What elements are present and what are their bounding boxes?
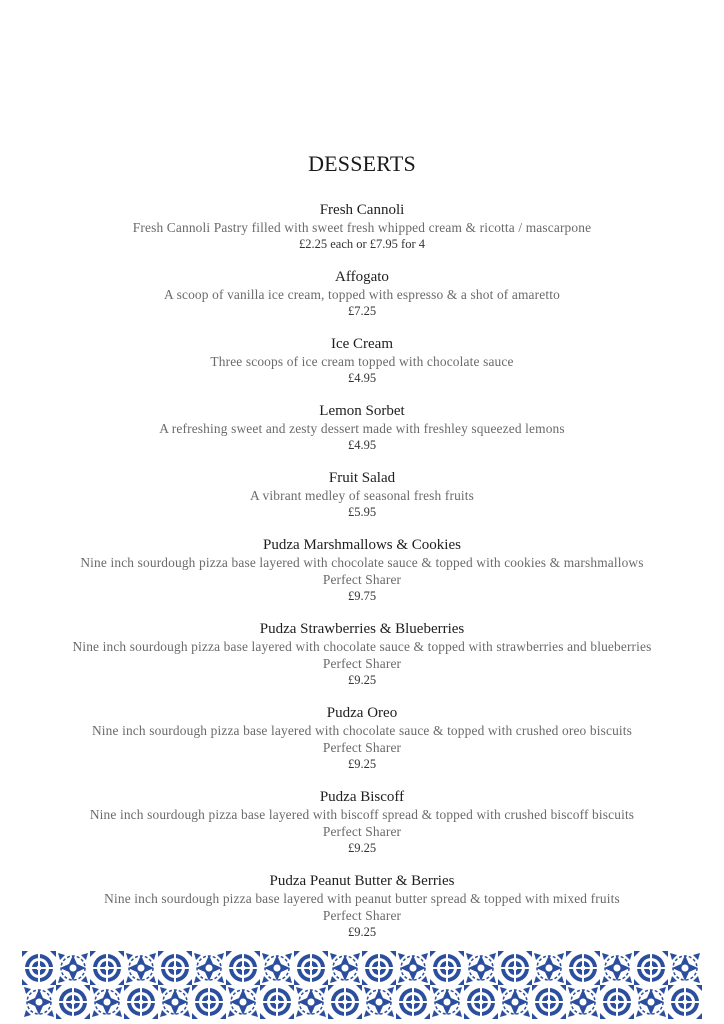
decorative-tile <box>295 986 328 1019</box>
item-description: A scoop of vanilla ice cream, topped with espresso & a shot of amaretto <box>164 287 560 302</box>
decorative-tile <box>499 986 532 1019</box>
decorative-tile <box>362 951 396 985</box>
item-note: Perfect Sharer <box>322 740 402 755</box>
item-price: £9.25 <box>347 673 377 687</box>
decorative-tile <box>91 986 124 1019</box>
item-name: Pudza Strawberries & Blueberries <box>259 621 465 637</box>
decorative-tile <box>533 952 566 985</box>
page-title: DESSERTS <box>308 151 416 176</box>
decorative-tile <box>159 986 192 1019</box>
decorative-tile <box>23 986 56 1019</box>
decorative-tile <box>532 985 566 1019</box>
decorative-tile <box>634 951 668 985</box>
item-description: Nine inch sourdough pizza base layered with chocolate sauce & topped with cookies & marshmallows <box>80 555 644 570</box>
decorative-tile <box>601 952 634 985</box>
item-description: A refreshing sweet and zesty dessert made with freshley squeezed lemons <box>159 421 565 436</box>
item-note: Perfect Sharer <box>322 572 402 587</box>
decorative-tile <box>193 952 226 985</box>
decorative-tile <box>397 952 430 985</box>
item-name: Fresh Cannoli <box>319 202 405 218</box>
item-note: Perfect Sharer <box>322 656 402 671</box>
item-name: Affogato <box>335 269 389 285</box>
decorative-tile <box>396 985 430 1019</box>
decorative-tile <box>294 951 328 985</box>
item-price: £9.75 <box>347 589 377 603</box>
item-note: Perfect Sharer <box>322 908 402 923</box>
decorative-tile <box>227 986 260 1019</box>
item-name: Fruit Salad <box>328 470 396 486</box>
decorative-tile <box>363 986 396 1019</box>
decorative-tile <box>635 986 668 1019</box>
decorative-tile <box>668 985 702 1019</box>
menu-item <box>0 403 724 454</box>
decorative-tile <box>192 985 226 1019</box>
menu-item <box>0 789 724 857</box>
decorative-tile <box>125 952 158 985</box>
decorative-tile <box>158 951 192 985</box>
item-note: Perfect Sharer <box>322 824 402 839</box>
item-price: £5.95 <box>347 505 377 519</box>
item-name: Pudza Marshmallows & Cookies <box>263 537 461 553</box>
item-description: Fresh Cannoli Pastry filled with sweet fresh whipped cream & ricotta / mascarpone <box>132 220 592 235</box>
item-description: Nine inch sourdough pizza base layered with chocolate sauce & topped with crushed oreo biscuits <box>91 723 633 738</box>
item-name: Pudza Oreo <box>326 705 398 721</box>
item-name: Ice Cream <box>330 336 394 352</box>
decorative-tile <box>56 985 90 1019</box>
decorative-tile <box>328 985 362 1019</box>
menu-item <box>0 705 724 773</box>
item-price: £9.25 <box>347 757 377 771</box>
decorative-tile <box>226 951 260 985</box>
decorative-tile <box>90 951 124 985</box>
decorative-tile <box>600 985 634 1019</box>
decorative-tile <box>669 952 702 985</box>
decorative-tile <box>567 986 600 1019</box>
menu-item <box>0 873 724 941</box>
decorative-tile-border <box>22 951 702 1019</box>
menu-item <box>0 202 724 253</box>
menu-item <box>0 537 724 605</box>
decorative-tile <box>124 985 158 1019</box>
decorative-tile <box>261 952 294 985</box>
decorative-tile <box>464 985 498 1019</box>
menu-item <box>0 621 724 689</box>
menu-item <box>0 336 724 387</box>
decorative-tile <box>22 951 56 985</box>
decorative-tile <box>430 951 464 985</box>
item-price: £4.95 <box>347 438 377 452</box>
item-price: £7.25 <box>347 304 377 318</box>
item-name: Pudza Peanut Butter & Berries <box>269 873 455 889</box>
item-description: Nine inch sourdough pizza base layered with chocolate sauce & topped with strawberries and blueberries <box>72 639 652 654</box>
decorative-tile <box>465 952 498 985</box>
decorative-tile <box>566 951 600 985</box>
decorative-tile <box>57 952 90 985</box>
item-description: Nine inch sourdough pizza base layered with peanut butter spread & topped with mixed fruits <box>104 891 620 906</box>
item-price: £2.25 each or £7.95 for 4 <box>298 237 425 251</box>
item-price: £9.25 <box>347 925 377 939</box>
menu-item <box>0 470 724 521</box>
menu-item <box>0 269 724 320</box>
decorative-tile <box>498 951 532 985</box>
item-name: Pudza Biscoff <box>319 789 405 805</box>
item-price: £9.25 <box>347 841 377 855</box>
decorative-tile <box>329 952 362 985</box>
decorative-tile <box>431 986 464 1019</box>
decorative-tile <box>260 985 294 1019</box>
item-description: A vibrant medley of seasonal fresh fruits <box>249 488 475 503</box>
item-name: Lemon Sorbet <box>319 403 405 419</box>
item-description: Nine inch sourdough pizza base layered with biscoff spread & topped with crushed biscoff biscuits <box>89 807 635 822</box>
dessert-menu <box>0 202 724 957</box>
item-price: £4.95 <box>347 371 377 385</box>
item-description: Three scoops of ice cream topped with chocolate sauce <box>210 354 514 369</box>
